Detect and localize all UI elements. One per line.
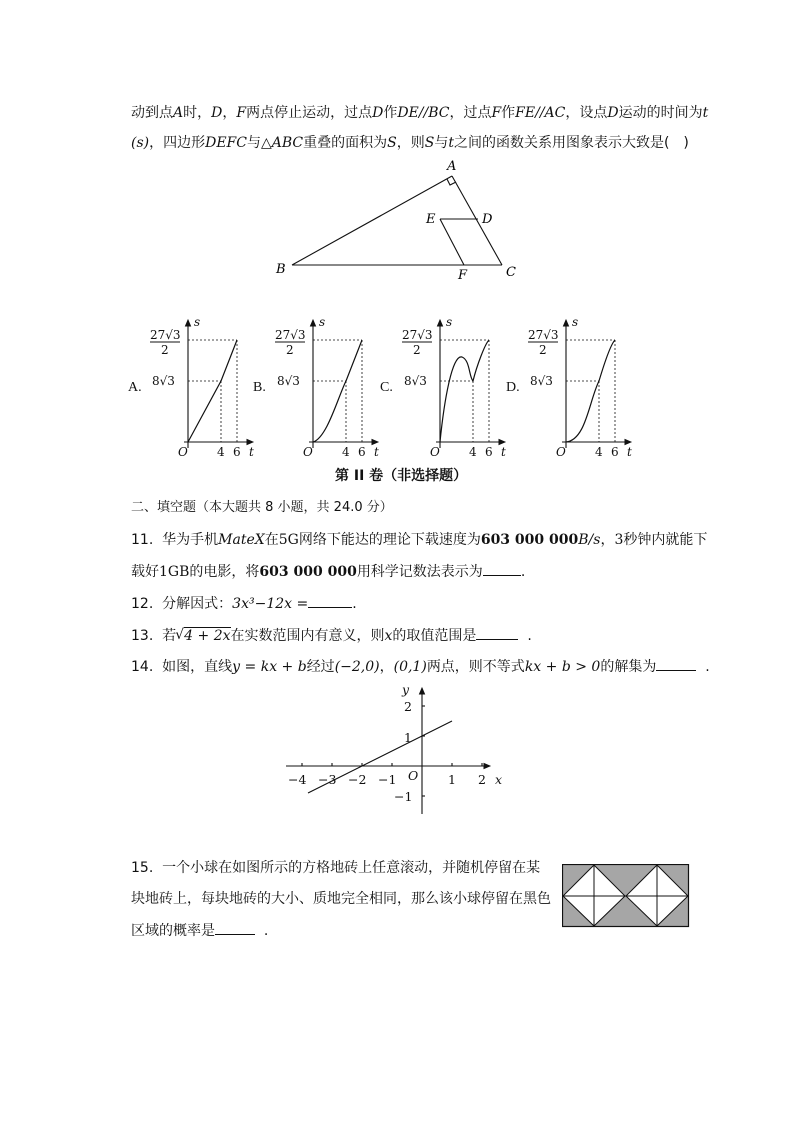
segment-ef (440, 219, 464, 265)
s-label: s (446, 315, 453, 329)
q11-line-2: 载好1GB的电影，将603 000 000用科学记数法表示为 . (131, 561, 525, 582)
p10-line-2: (s)，四边形DEFC与△ABC重叠的面积为S，则S与t之间的函数关系用图象表示大致是( ) (131, 135, 689, 151)
q14-line: 14. 如图，直线y = kx + b经过(−2,0)，(0,1)两点，则不等式kx + b > 0的解集为 . (131, 656, 710, 677)
q12-answer-blank (308, 593, 352, 608)
x-tick-label: −2 (348, 772, 367, 787)
s-label: s (194, 315, 201, 329)
x-label: x (495, 772, 503, 787)
y-top-denominator: 2 (413, 343, 421, 357)
q13-line: 13. 若 √ 4 + 2x在实数范围内有意义，则x的取值范围是 . (131, 627, 532, 644)
option-label: A. (128, 380, 142, 395)
option-label: D. (506, 380, 520, 395)
y-label: y (402, 682, 410, 697)
s-t-curve (440, 340, 489, 442)
t-label: t (501, 445, 506, 459)
x-tick-label: −4 (288, 772, 307, 787)
q13-radical: √ 4 + 2x (175, 627, 231, 644)
origin-label: O (303, 445, 313, 459)
p10-line-1: 动到点A时，D，F两点停止运动，过点D作DE//BC，过点F作FE//AC，设点D运动的时间为t (131, 105, 709, 121)
option-graph (271, 314, 383, 462)
y-top-numerator: 27√3 (275, 328, 306, 342)
y-top-denominator: 2 (286, 343, 294, 357)
q15-line-1: 15. 一个小球在如图所示的方格地砖上任意滚动，并随机停留在某 (131, 860, 541, 876)
q14-coordinate-graph (282, 680, 512, 820)
q14-answer-blank (656, 656, 696, 671)
origin-label: O (408, 768, 419, 783)
option-label: C. (380, 380, 393, 395)
origin-label: O (178, 445, 188, 459)
y-top-numerator: 27√3 (150, 328, 181, 342)
option-graph (524, 314, 636, 462)
tick-label-4: 4 (342, 445, 350, 459)
q12-line: 12. 分解因式：3x³−12x = . (131, 593, 357, 614)
q15-line-2: 块地砖上，每块地砖的大小、质地完全相同，那么该小球停留在黑色 (131, 891, 551, 907)
q15-answer-blank (215, 920, 255, 935)
option-graph (146, 314, 258, 462)
label-d: D (482, 212, 493, 227)
s-t-curve (566, 340, 615, 442)
y-tick-label: 1 (404, 730, 412, 745)
x-tick-label: 1 (448, 772, 456, 787)
label-c: C (506, 265, 516, 280)
volume-title: 第 II 卷（非选择题） (335, 468, 468, 484)
q11-line-1: 11. 华为手机MateX在5G网络下能达的理论下载速度为603 000 000B/s，3秒钟内就能下 (131, 532, 708, 548)
s-label: s (572, 315, 579, 329)
side-ac (452, 176, 502, 265)
option-graph (398, 314, 510, 462)
tick-label-6: 6 (233, 445, 241, 459)
x-tick-label: 2 (478, 772, 486, 787)
t-label: t (374, 445, 379, 459)
tick-label-6: 6 (485, 445, 493, 459)
y-mid-label: 8√3 (152, 374, 175, 388)
origin-label: O (556, 445, 566, 459)
q15-line-3: 区域的概率是 . (131, 920, 268, 941)
section-heading: 二、填空题（本大题共 8 小题，共 24.0 分） (131, 500, 393, 515)
y-tick-label: 2 (404, 699, 412, 714)
t-label: t (627, 445, 632, 459)
option-label: B. (253, 380, 266, 395)
y-top-denominator: 2 (539, 343, 547, 357)
y-top-numerator: 27√3 (528, 328, 559, 342)
tick-label-4: 4 (217, 445, 225, 459)
x-tick-label: −1 (378, 772, 397, 787)
t-label: t (249, 445, 254, 459)
y-mid-label: 8√3 (404, 374, 427, 388)
q13-answer-blank (476, 625, 518, 640)
s-t-curve (313, 340, 362, 442)
y-mid-label: 8√3 (277, 374, 300, 388)
y-top-denominator: 2 (161, 343, 169, 357)
y-mid-label: 8√3 (530, 374, 553, 388)
label-e: E (426, 212, 436, 227)
q11-answer-blank (483, 561, 521, 576)
tick-label-4: 4 (469, 445, 477, 459)
label-a: A (447, 159, 457, 174)
q15-tile-figure (562, 864, 690, 928)
label-f: F (458, 268, 468, 283)
s-label: s (319, 315, 326, 329)
x-tick-label: −3 (318, 772, 337, 787)
tick-label-4: 4 (595, 445, 603, 459)
tick-label-6: 6 (358, 445, 366, 459)
s-t-curve (188, 340, 237, 442)
y-tick-label: −1 (394, 789, 413, 804)
label-b: B (276, 262, 286, 277)
triangle-figure (270, 158, 530, 283)
origin-label: O (430, 445, 440, 459)
tick-label-6: 6 (611, 445, 619, 459)
y-top-numerator: 27√3 (402, 328, 433, 342)
